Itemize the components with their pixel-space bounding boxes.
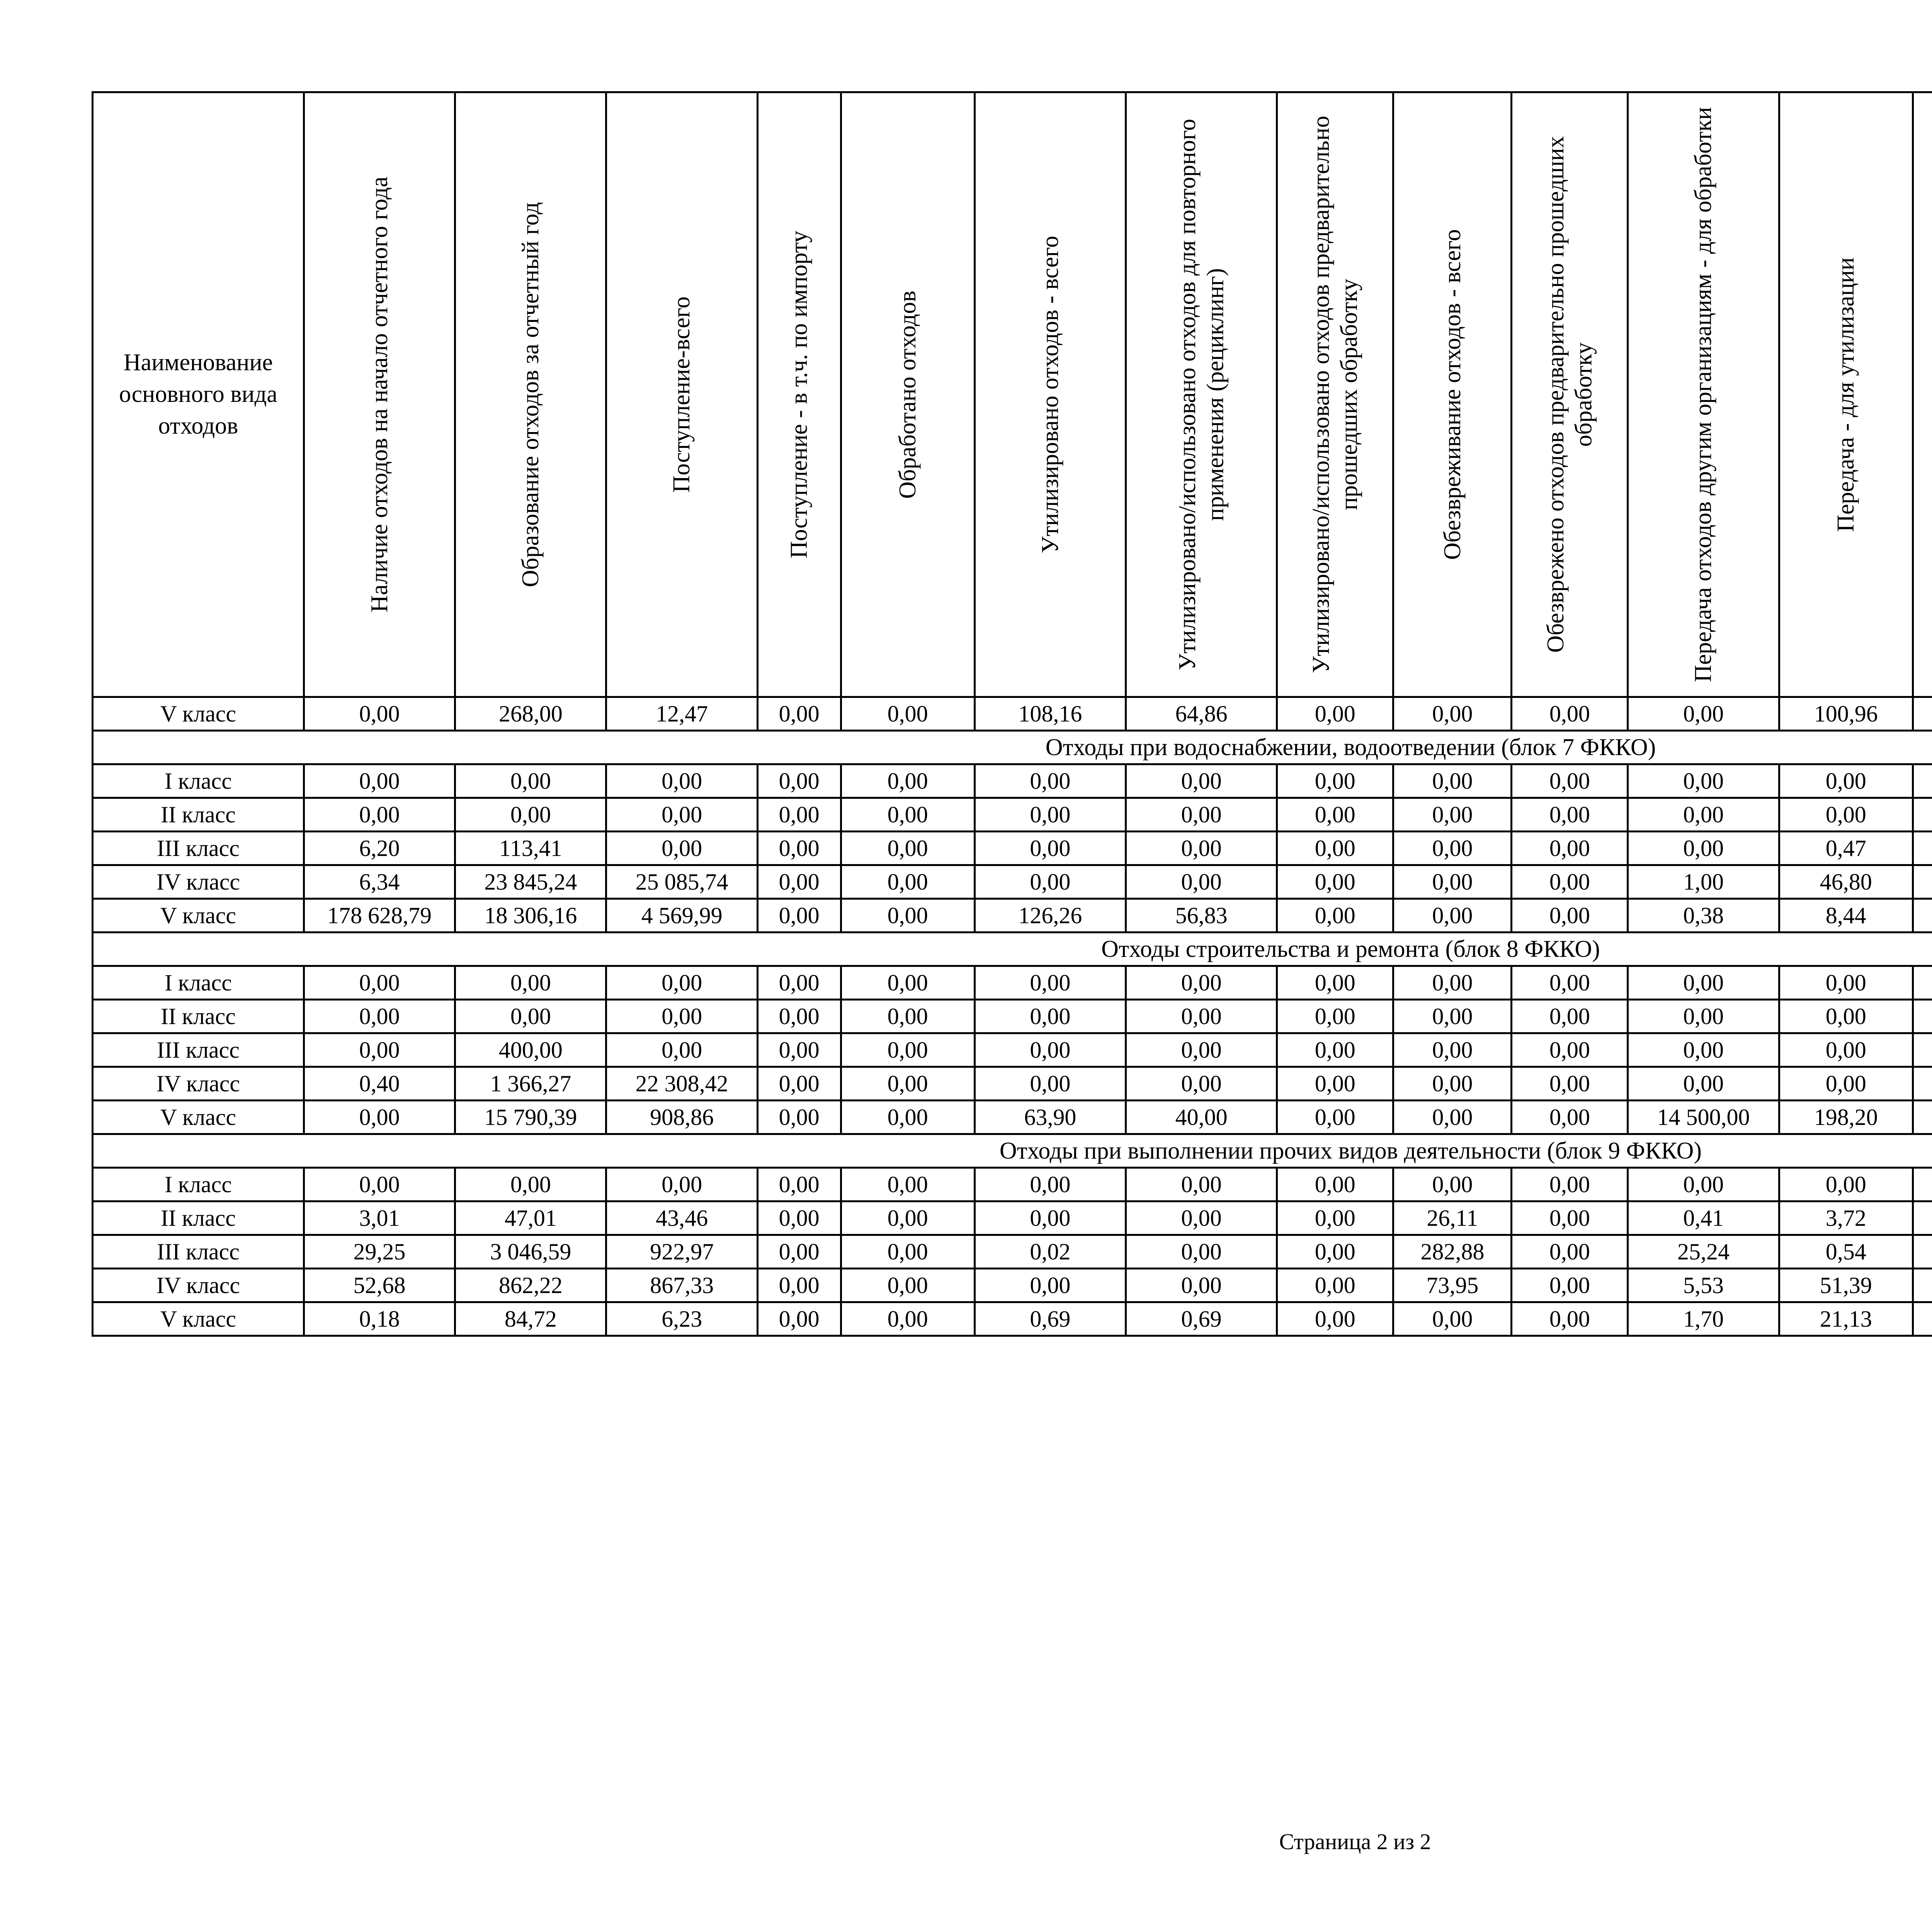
- value-cell: 0,00: [606, 798, 757, 832]
- value-cell: [1913, 1168, 1932, 1201]
- waste-class-cell: III класс: [93, 1033, 304, 1067]
- value-cell: 0,00: [1393, 1302, 1512, 1336]
- value-cell: 0,00: [1277, 966, 1393, 1000]
- value-cell: 0,00: [757, 1168, 841, 1201]
- value-cell: 46,80: [1779, 865, 1913, 899]
- value-cell: 0,00: [1512, 1302, 1628, 1336]
- value-cell: 0,00: [1277, 1201, 1393, 1235]
- value-cell: 0,00: [841, 1101, 975, 1134]
- value-cell: 0,00: [1277, 764, 1393, 798]
- value-cell: 0,00: [1512, 1269, 1628, 1302]
- value-cell: 0,00: [1277, 1269, 1393, 1302]
- table-row: [93, 1302, 1932, 1336]
- value-cell: 100,96: [1779, 697, 1913, 731]
- value-cell: 1 366,27: [455, 1067, 606, 1101]
- header-waste-name: Наименование основного вида отходов: [93, 92, 304, 697]
- value-cell: 0,00: [1393, 1000, 1512, 1033]
- value-cell: 282,88: [1393, 1235, 1512, 1269]
- waste-class-cell: I класс: [93, 1168, 304, 1201]
- value-cell: 178 628,79: [304, 899, 455, 932]
- value-cell: 0,00: [1277, 798, 1393, 832]
- value-cell: 0,41: [1628, 1201, 1779, 1235]
- value-cell: 0,00: [1277, 1000, 1393, 1033]
- waste-class-cell: V класс: [93, 1101, 304, 1134]
- value-cell: 0,00: [841, 832, 975, 865]
- value-cell: 0,00: [1628, 764, 1779, 798]
- header-col-utilized-total: [975, 92, 1126, 697]
- value-cell: 0,02: [975, 1235, 1126, 1269]
- value-cell: 0,00: [1277, 697, 1393, 731]
- value-cell: 0,38: [1628, 899, 1779, 932]
- value-cell: 6,23: [606, 1302, 757, 1336]
- header-col-start-year: [304, 92, 455, 697]
- table-row: [93, 1269, 1932, 1302]
- header-col-receipt-total: [606, 92, 757, 697]
- table-row: [93, 697, 1932, 731]
- value-cell: 922,97: [606, 1235, 757, 1269]
- section-title: Отходы при выполнении прочих видов деятельности (блок 9 ФККО): [93, 1134, 1932, 1168]
- value-cell: 0,00: [1126, 1269, 1277, 1302]
- header-col-transfer-processing: [1628, 92, 1779, 697]
- value-cell: 52,68: [304, 1269, 455, 1302]
- header-col-label: Передача - для утилизации: [1832, 257, 1859, 532]
- value-cell: 0,00: [1277, 865, 1393, 899]
- value-cell: 0,00: [1628, 832, 1779, 865]
- value-cell: 0,00: [606, 1033, 757, 1067]
- waste-class-cell: III класс: [93, 1235, 304, 1269]
- value-cell: 23 845,24: [455, 865, 606, 899]
- value-cell: 0,00: [757, 832, 841, 865]
- table-row: [93, 1168, 1932, 1201]
- waste-class-cell: V класс: [93, 697, 304, 731]
- value-cell: 0,54: [1779, 1235, 1913, 1269]
- value-cell: 0,00: [1126, 1201, 1277, 1235]
- waste-class-cell: IV класс: [93, 865, 304, 899]
- value-cell: 0,00: [1126, 1067, 1277, 1101]
- value-cell: 0,00: [304, 1033, 455, 1067]
- value-cell: 0,00: [841, 1235, 975, 1269]
- value-cell: [1913, 1302, 1932, 1336]
- table-body: [93, 697, 1932, 1336]
- value-cell: 0,00: [1512, 899, 1628, 932]
- value-cell: 0,00: [1277, 1101, 1393, 1134]
- value-cell: 0,47: [1779, 832, 1913, 865]
- header-col-receipt-import: [757, 92, 841, 697]
- value-cell: 0,00: [606, 764, 757, 798]
- value-cell: 0,00: [304, 764, 455, 798]
- value-cell: 0,00: [1628, 1067, 1779, 1101]
- table-row: [93, 1101, 1932, 1134]
- header-col-label: Обезвреживание отходов - всего: [1439, 229, 1466, 560]
- value-cell: 0,00: [1628, 1168, 1779, 1201]
- header-col-label: Утилизировано/использовано отходов предварительно прошедших обработку: [1308, 116, 1362, 674]
- value-cell: 0,00: [1126, 798, 1277, 832]
- value-cell: 0,00: [1779, 798, 1913, 832]
- waste-class-cell: II класс: [93, 1000, 304, 1033]
- value-cell: 0,00: [1512, 697, 1628, 731]
- value-cell: 0,00: [841, 764, 975, 798]
- table-row: [93, 1067, 1932, 1101]
- value-cell: 5,53: [1628, 1269, 1779, 1302]
- value-cell: 0,00: [455, 1000, 606, 1033]
- value-cell: 0,00: [1277, 1168, 1393, 1201]
- table-row: [93, 832, 1932, 865]
- table-header: [93, 92, 1932, 697]
- value-cell: 0,00: [975, 1067, 1126, 1101]
- value-cell: 198,20: [1779, 1101, 1913, 1134]
- value-cell: 18 306,16: [455, 899, 606, 932]
- value-cell: 0,00: [1393, 865, 1512, 899]
- value-cell: 0,00: [975, 1269, 1126, 1302]
- value-cell: 0,00: [757, 1269, 841, 1302]
- waste-class-cell: I класс: [93, 764, 304, 798]
- value-cell: [1913, 798, 1932, 832]
- value-cell: 0,69: [1126, 1302, 1277, 1336]
- value-cell: [1913, 697, 1932, 731]
- value-cell: 6,34: [304, 865, 455, 899]
- value-cell: 0,00: [1628, 966, 1779, 1000]
- value-cell: 8,44: [1779, 899, 1913, 932]
- value-cell: 0,00: [757, 966, 841, 1000]
- value-cell: 0,00: [1277, 1235, 1393, 1269]
- value-cell: 51,39: [1779, 1269, 1913, 1302]
- value-cell: 108,16: [975, 697, 1126, 731]
- value-cell: 4 569,99: [606, 899, 757, 932]
- value-cell: 73,95: [1393, 1269, 1512, 1302]
- value-cell: 862,22: [455, 1269, 606, 1302]
- value-cell: 0,00: [1393, 1033, 1512, 1067]
- value-cell: 0,00: [304, 1168, 455, 1201]
- value-cell: 0,00: [1512, 1000, 1628, 1033]
- value-cell: 0,00: [606, 1000, 757, 1033]
- section-row: [93, 932, 1932, 966]
- value-cell: 14 500,00: [1628, 1101, 1779, 1134]
- value-cell: 25,24: [1628, 1235, 1779, 1269]
- value-cell: 0,00: [841, 697, 975, 731]
- value-cell: 0,00: [1393, 1168, 1512, 1201]
- value-cell: 0,00: [1393, 1101, 1512, 1134]
- value-cell: 0,40: [304, 1067, 455, 1101]
- value-cell: 64,86: [1126, 697, 1277, 731]
- value-cell: [1913, 832, 1932, 865]
- value-cell: 0,00: [1779, 1000, 1913, 1033]
- value-cell: 0,00: [757, 1302, 841, 1336]
- value-cell: 0,00: [1779, 1168, 1913, 1201]
- waste-report-table: [92, 91, 1932, 1337]
- value-cell: 0,00: [1393, 764, 1512, 798]
- value-cell: 0,00: [841, 865, 975, 899]
- value-cell: 0,00: [975, 1033, 1126, 1067]
- value-cell: 0,00: [1779, 1033, 1913, 1067]
- value-cell: 3,01: [304, 1201, 455, 1235]
- value-cell: 0,00: [757, 1000, 841, 1033]
- waste-class-cell: III класс: [93, 832, 304, 865]
- value-cell: 0,00: [606, 832, 757, 865]
- value-cell: 0,00: [1512, 1101, 1628, 1134]
- waste-class-cell: V класс: [93, 899, 304, 932]
- value-cell: 0,00: [1126, 1000, 1277, 1033]
- value-cell: 0,00: [757, 1201, 841, 1235]
- value-cell: 0,00: [1126, 865, 1277, 899]
- value-cell: 0,00: [304, 966, 455, 1000]
- value-cell: 0,00: [1512, 764, 1628, 798]
- value-cell: 0,00: [975, 798, 1126, 832]
- value-cell: 400,00: [455, 1033, 606, 1067]
- header-col-label: Поступление-всего: [668, 296, 695, 493]
- header-col-label: Утилизировано отходов - всего: [1037, 236, 1063, 553]
- value-cell: 0,00: [1779, 966, 1913, 1000]
- table-row: [93, 1235, 1932, 1269]
- value-cell: 0,00: [1512, 1235, 1628, 1269]
- value-cell: 0,00: [455, 966, 606, 1000]
- value-cell: [1913, 1101, 1932, 1134]
- header-col-label: Обработано отходов: [894, 290, 921, 499]
- value-cell: 0,00: [841, 1067, 975, 1101]
- value-cell: 0,00: [1628, 1000, 1779, 1033]
- value-cell: 0,00: [1628, 697, 1779, 731]
- value-cell: 3,72: [1779, 1201, 1913, 1235]
- header-col-label: Передача отходов другим организациям - для обработки: [1690, 107, 1717, 682]
- value-cell: [1913, 865, 1932, 899]
- value-cell: 0,00: [841, 1000, 975, 1033]
- value-cell: 15 790,39: [455, 1101, 606, 1134]
- value-cell: 0,00: [975, 865, 1126, 899]
- value-cell: 56,83: [1126, 899, 1277, 932]
- value-cell: 1,70: [1628, 1302, 1779, 1336]
- page-number: Страница 2 из 2: [1279, 1829, 1431, 1854]
- value-cell: [1913, 1235, 1932, 1269]
- value-cell: [1913, 1033, 1932, 1067]
- value-cell: 0,00: [1126, 1033, 1277, 1067]
- header-col-label: Наличие отходов на начало отчетного года: [366, 177, 393, 613]
- value-cell: 0,00: [1512, 798, 1628, 832]
- value-cell: 12,47: [606, 697, 757, 731]
- value-cell: 40,00: [1126, 1101, 1277, 1134]
- header-col-label: Образование отходов за отчетный год: [517, 202, 544, 587]
- value-cell: 0,00: [1512, 1033, 1628, 1067]
- value-cell: 0,00: [1393, 899, 1512, 932]
- table-row: [93, 1000, 1932, 1033]
- value-cell: 22 308,42: [606, 1067, 757, 1101]
- value-cell: 0,00: [1779, 1067, 1913, 1101]
- value-cell: 0,00: [757, 764, 841, 798]
- header-row: [93, 92, 1932, 697]
- value-cell: [1913, 1067, 1932, 1101]
- value-cell: 0,00: [975, 1168, 1126, 1201]
- value-cell: 0,00: [841, 1033, 975, 1067]
- value-cell: 0,00: [1277, 832, 1393, 865]
- value-cell: 0,00: [1628, 1033, 1779, 1067]
- value-cell: 0,00: [975, 1000, 1126, 1033]
- value-cell: 0,00: [841, 1302, 975, 1336]
- value-cell: 0,00: [304, 798, 455, 832]
- section-title: Отходы при водоснабжении, водоотведении (блок 7 ФККО): [93, 731, 1932, 764]
- value-cell: 0,00: [841, 1168, 975, 1201]
- value-cell: 0,00: [841, 899, 975, 932]
- value-cell: [1913, 764, 1932, 798]
- table-row: [93, 865, 1932, 899]
- waste-class-cell: II класс: [93, 1201, 304, 1235]
- value-cell: 126,26: [975, 899, 1126, 932]
- value-cell: 0,00: [1512, 966, 1628, 1000]
- header-col-recycling: [1126, 92, 1277, 697]
- table-row: [93, 966, 1932, 1000]
- value-cell: 0,00: [1393, 798, 1512, 832]
- value-cell: [1913, 899, 1932, 932]
- value-cell: 0,18: [304, 1302, 455, 1336]
- value-cell: 867,33: [606, 1269, 757, 1302]
- value-cell: 0,00: [975, 1201, 1126, 1235]
- value-cell: 0,00: [975, 832, 1126, 865]
- value-cell: 0,00: [1512, 832, 1628, 865]
- table-row: [93, 1201, 1932, 1235]
- value-cell: 0,00: [757, 865, 841, 899]
- value-cell: 908,86: [606, 1101, 757, 1134]
- value-cell: [1913, 966, 1932, 1000]
- header-col-transfer-neutralization: [1913, 92, 1932, 697]
- value-cell: 0,00: [304, 1101, 455, 1134]
- value-cell: 0,00: [606, 1168, 757, 1201]
- value-cell: 0,00: [1126, 832, 1277, 865]
- value-cell: 0,00: [304, 697, 455, 731]
- value-cell: 113,41: [455, 832, 606, 865]
- value-cell: 47,01: [455, 1201, 606, 1235]
- header-col-processed: [841, 92, 975, 697]
- value-cell: 21,13: [1779, 1302, 1913, 1336]
- value-cell: 0,00: [455, 764, 606, 798]
- value-cell: 26,11: [1393, 1201, 1512, 1235]
- header-col-transfer-utilization: [1779, 92, 1913, 697]
- value-cell: 0,00: [757, 899, 841, 932]
- header-col-label: Обезврежено отходов предварительно прошедших обработку: [1542, 136, 1597, 653]
- value-cell: 0,00: [1779, 764, 1913, 798]
- value-cell: 25 085,74: [606, 865, 757, 899]
- value-cell: 0,00: [1512, 1067, 1628, 1101]
- value-cell: [1913, 1201, 1932, 1235]
- value-cell: 0,00: [1277, 899, 1393, 932]
- value-cell: 0,00: [1277, 1067, 1393, 1101]
- value-cell: 0,69: [975, 1302, 1126, 1336]
- value-cell: 0,00: [757, 798, 841, 832]
- value-cell: 0,00: [1393, 1067, 1512, 1101]
- value-cell: 0,00: [1126, 1235, 1277, 1269]
- value-cell: 0,00: [1393, 832, 1512, 865]
- value-cell: 43,46: [606, 1201, 757, 1235]
- waste-class-cell: II класс: [93, 798, 304, 832]
- waste-class-cell: IV класс: [93, 1067, 304, 1101]
- value-cell: 0,00: [1126, 1168, 1277, 1201]
- value-cell: 3 046,59: [455, 1235, 606, 1269]
- header-col-label: Поступление - в т.ч. по импорту: [786, 231, 812, 558]
- section-row: [93, 731, 1932, 764]
- value-cell: 84,72: [455, 1302, 606, 1336]
- value-cell: 0,00: [1512, 1201, 1628, 1235]
- section-row: [93, 1134, 1932, 1168]
- value-cell: 0,00: [304, 1000, 455, 1033]
- value-cell: 0,00: [757, 1067, 841, 1101]
- value-cell: 0,00: [975, 966, 1126, 1000]
- value-cell: 0,00: [757, 1033, 841, 1067]
- value-cell: 0,00: [455, 798, 606, 832]
- table-row: [93, 764, 1932, 798]
- value-cell: 0,00: [1126, 764, 1277, 798]
- header-col-neutralized-total: [1393, 92, 1512, 697]
- value-cell: 0,00: [1512, 865, 1628, 899]
- value-cell: 1,00: [1628, 865, 1779, 899]
- value-cell: 0,00: [757, 697, 841, 731]
- value-cell: 0,00: [841, 1201, 975, 1235]
- table-row: [93, 899, 1932, 932]
- value-cell: 0,00: [841, 798, 975, 832]
- value-cell: 0,00: [1628, 798, 1779, 832]
- value-cell: 0,00: [757, 1235, 841, 1269]
- value-cell: 0,00: [841, 966, 975, 1000]
- header-col-neutralized-pretreated: [1512, 92, 1628, 697]
- waste-class-cell: IV класс: [93, 1269, 304, 1302]
- value-cell: 0,00: [1126, 966, 1277, 1000]
- value-cell: 0,00: [1393, 966, 1512, 1000]
- value-cell: 0,00: [1277, 1033, 1393, 1067]
- value-cell: 0,00: [1393, 697, 1512, 731]
- waste-class-cell: V класс: [93, 1302, 304, 1336]
- header-col-utilized-pretreated: [1277, 92, 1393, 697]
- value-cell: 6,20: [304, 832, 455, 865]
- value-cell: 0,00: [1512, 1168, 1628, 1201]
- value-cell: 0,00: [455, 1168, 606, 1201]
- value-cell: 29,25: [304, 1235, 455, 1269]
- value-cell: 0,00: [841, 1269, 975, 1302]
- value-cell: 0,00: [757, 1101, 841, 1134]
- value-cell: 0,00: [975, 764, 1126, 798]
- value-cell: 63,90: [975, 1101, 1126, 1134]
- header-col-generation: [455, 92, 606, 697]
- table-row: [93, 798, 1932, 832]
- value-cell: 0,00: [1277, 1302, 1393, 1336]
- waste-class-cell: I класс: [93, 966, 304, 1000]
- value-cell: 0,00: [606, 966, 757, 1000]
- section-title: Отходы строительства и ремонта (блок 8 ФККО): [93, 932, 1932, 966]
- table-row: [93, 1033, 1932, 1067]
- header-col-label: Утилизировано/использовано отходов для повторного применения (рециклинг): [1174, 119, 1229, 670]
- value-cell: [1913, 1000, 1932, 1033]
- value-cell: [1913, 1269, 1932, 1302]
- value-cell: 268,00: [455, 697, 606, 731]
